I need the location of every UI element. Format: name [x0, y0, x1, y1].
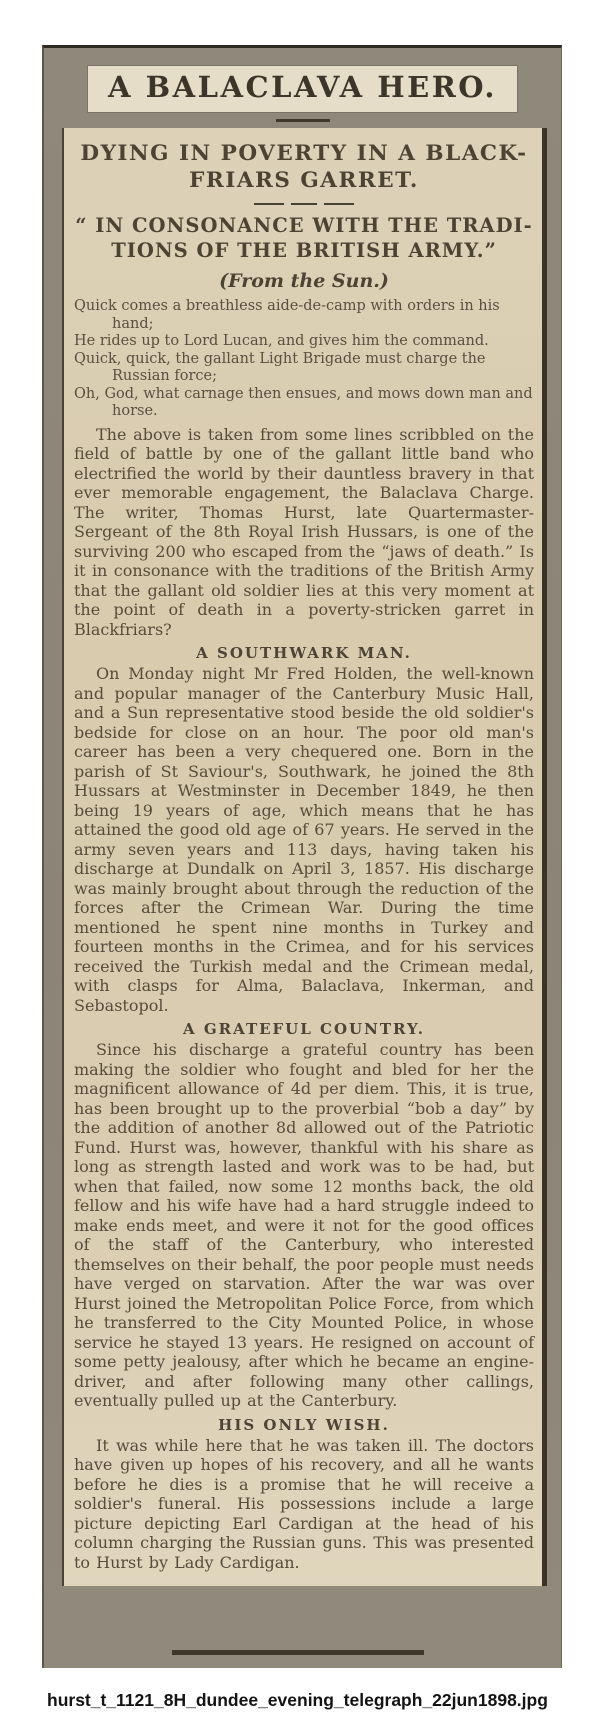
- subheadline-line-1: DYING IN POVERTY IN A BLACK-: [80, 141, 528, 166]
- subheadline-divider: [254, 203, 354, 205]
- quote-headline-line-1: “ IN CONSONANCE WITH THE TRADI-: [75, 214, 533, 237]
- source-credit: (From the Sun.): [219, 270, 389, 292]
- section-paragraph-his-only-wish: It was while here that he was taken ill. The doctors have given up hopes of his recovery, and all he wants before he dies is a promise that he will receive a soldier's funeral. His possessions include a large picture depicting Earl Cardigan at the head of his column charging the Russian guns. This was presented to Hurst by Lady Cardigan.: [74, 1435, 534, 1572]
- end-of-article-divider: [172, 1650, 424, 1655]
- headline: A BALACLAVA HERO.: [108, 70, 497, 104]
- section-paragraph-southwark-man: On Monday night Mr Fred Holden, the well-known and popular manager of the Canterbury Music Hall, and a Sun representative stood beside the old soldier's bedside for close on an hour. The poor old man's career has been a very chequered one. Born in the parish of St Saviour's, Southwark, he joined the 8th Hussars at Westminster in December 1849, he then being 19 years of age, which means that he has attained the good old age of 67 years. He served in the army seven years and 113 days, having taken his discharge at Dundalk on April 3, 1857. His discharge was mainly brought about through the reduction of the forces after the Crimean War. During the time mentioned he spent nine months in Turkey and fourteen months in the Crimea, and for his services received the Turkish medal and the Crimean medal, with clasps for Alma, Balaclava, Inkerman, and Sebastopol.: [74, 664, 534, 1015]
- verse-line: Quick, quick, the gallant Light Brigade must charge the Russian force;: [74, 350, 486, 384]
- section-heading-grateful-country: A GRATEFUL COUNTRY.: [182, 1020, 425, 1038]
- verse-line: He rides up to Lord Lucan, and gives him the command.: [74, 333, 489, 349]
- headline-strip: [88, 66, 517, 112]
- verse-block: [74, 298, 534, 421]
- section-heading-southwark-man: A SOUTHWARK MAN.: [196, 644, 412, 662]
- article-paper: [62, 128, 547, 1586]
- section-paragraph-grateful-country: Since his discharge a grateful country has been making the soldier who fought and bled for her the magnificent allowance of 4d per diem. This, it is true, has been brought up to the proverbial “bob a day” by the addition of another 8d allowed out of the Patriotic Fund. Hurst was, however, thankful with his share as long as strength lasted and work was to be had, but when that failed, now some 12 months back, the old fellow and his wife have had a hard struggle indeed to make ends meet, and were it not for the good offices of the staff of the Canterbury, who interested themselves on their behalf, the poor people must needs have verged on starvation. After the war was over Hurst joined the Metropolitan Police Force, from which he transferred to the City Mounted Police, in whose service he stayed 13 years. He resigned on account of some petty jealousy, after which he became an engine-driver, and after following many other callings, eventually pulled up at the Canterbury.: [74, 1040, 534, 1410]
- section-heading-his-only-wish: HIS ONLY WISH.: [218, 1415, 390, 1434]
- filename-caption: hurst_t_1121_8H_dundee_evening_telegraph_22jun1898.jpg: [47, 1690, 548, 1710]
- headline-divider: [276, 119, 330, 122]
- verse-line: Quick comes a breathless aide-de-camp with orders in his hand;: [74, 298, 500, 332]
- subheadline-line-2: FRIARS GARRET.: [189, 168, 419, 193]
- quote-headline: [74, 213, 534, 263]
- verse-line: Oh, God, what carnage then ensues, and mows down man and horse.: [74, 385, 533, 419]
- quote-headline-line-2: TIONS OF THE BRITISH ARMY.”: [111, 239, 497, 262]
- newspaper-clipping: [42, 45, 562, 1668]
- subheadline: [74, 140, 534, 194]
- lead-paragraph: The above is taken from some lines scribbled on the field of battle by one of the gallant little band who electrified the world by their dauntless bravery in that ever memorable engagement, the Balaclava Charge. The writer, Thomas Hurst, late Quartermaster-Sergeant of the 8th Royal Irish Hussars, is one of the surviving 200 who escaped from the “jaws of death.” Is it in consonance with the traditions of the British Army that the gallant old soldier lies at this very moment at the point of death in a poverty-stricken garret in Blackfriars?: [74, 424, 534, 639]
